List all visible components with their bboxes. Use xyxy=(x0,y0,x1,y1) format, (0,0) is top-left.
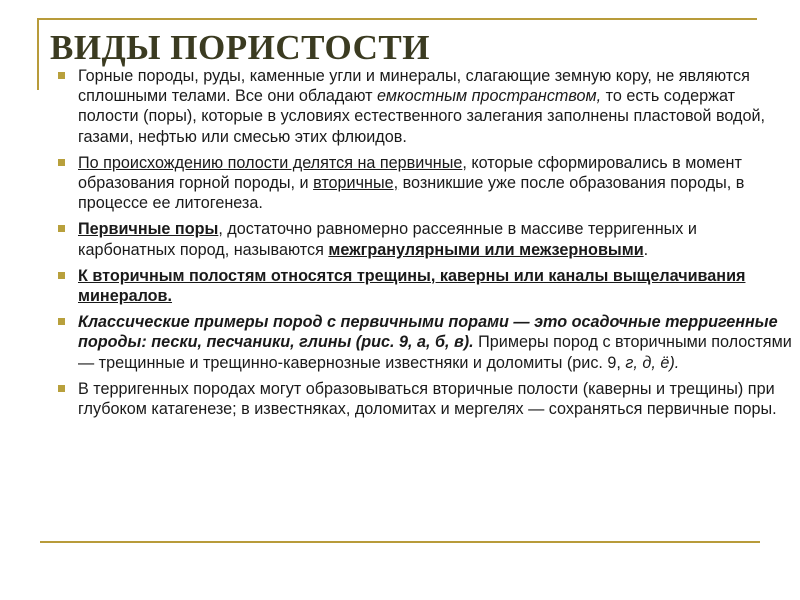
square-bullet-icon xyxy=(58,72,65,79)
slide-title: ВИДЫ ПОРИСТОСТИ xyxy=(50,28,430,67)
frame-top-border xyxy=(37,18,757,20)
bullet-5-text-a: Примеры пород с вторичными полостями — трещинные и трещинно-кавернозные известняки и доломиты (рис. 9, xyxy=(78,333,792,372)
bullet-item-4 xyxy=(58,266,793,306)
square-bullet-icon xyxy=(58,318,65,325)
bullet-1-text-a: Горные породы, руды, каменные угли и минералы, слагающие земную кору, не являются сплошными телами. Все они обладают xyxy=(78,67,750,106)
bullet-1-text-b: то есть содержат полости (поры), которые в условиях естественного залегания заполнены пластовой водой, газами, нефтью или смесью этих флюидов. xyxy=(78,87,765,146)
square-bullet-icon xyxy=(58,385,65,392)
bullet-item-5 xyxy=(58,312,793,373)
bullet-2-underlined-term: вторичные, xyxy=(313,174,399,193)
bullet-5-italic-refs: г, д, ё). xyxy=(625,353,680,372)
bullet-item-3 xyxy=(58,219,793,259)
bullet-5-bold-italic-lead: Классические примеры пород с первичными порами — это осадочные терригенные породы: пески, песчаники, глины (рис. 9, а, б, в). xyxy=(78,313,778,352)
square-bullet-icon xyxy=(58,225,65,232)
bullet-1-italic-term: емкостным пространством, xyxy=(377,87,602,106)
bullet-list xyxy=(58,66,793,425)
bullet-item-6 xyxy=(58,379,793,419)
bullet-2-underlined-lead: По происхождению полости делятся на первичные xyxy=(78,153,463,172)
bullet-item-2 xyxy=(58,153,793,214)
bullet-2-text-b: возникшие уже после образования породы, в процессе ее литогенеза. xyxy=(78,174,745,213)
bullet-3-text-a: , достаточно равномерно рассеянные в массиве терригенных и карбонатных пород, называются xyxy=(78,220,697,259)
bullet-3-bold-lead: Первичные поры xyxy=(78,220,219,239)
bullet-4-text: К вторичным полостям относятся трещины, каверны или каналы выщелачивания минералов. xyxy=(78,266,746,306)
bullet-3-text-b: . xyxy=(643,240,649,259)
frame-bottom-border xyxy=(40,541,760,543)
square-bullet-icon xyxy=(58,159,65,166)
square-bullet-icon xyxy=(58,272,65,279)
bullet-6-text: В терригенных породах могут образовываться вторичные полости (каверны и трещины) при глубоком катагенезе; в известняках, доломитах и мергелях — сохраняться первичные поры. xyxy=(78,379,777,419)
bullet-2-text-a: , которые сформировались в момент образования горной породы, и xyxy=(78,153,742,193)
bullet-3-bold-term: межгранулярными или межзерновыми xyxy=(328,240,644,259)
frame-left-border xyxy=(37,18,39,90)
bullet-item-1 xyxy=(58,66,793,147)
